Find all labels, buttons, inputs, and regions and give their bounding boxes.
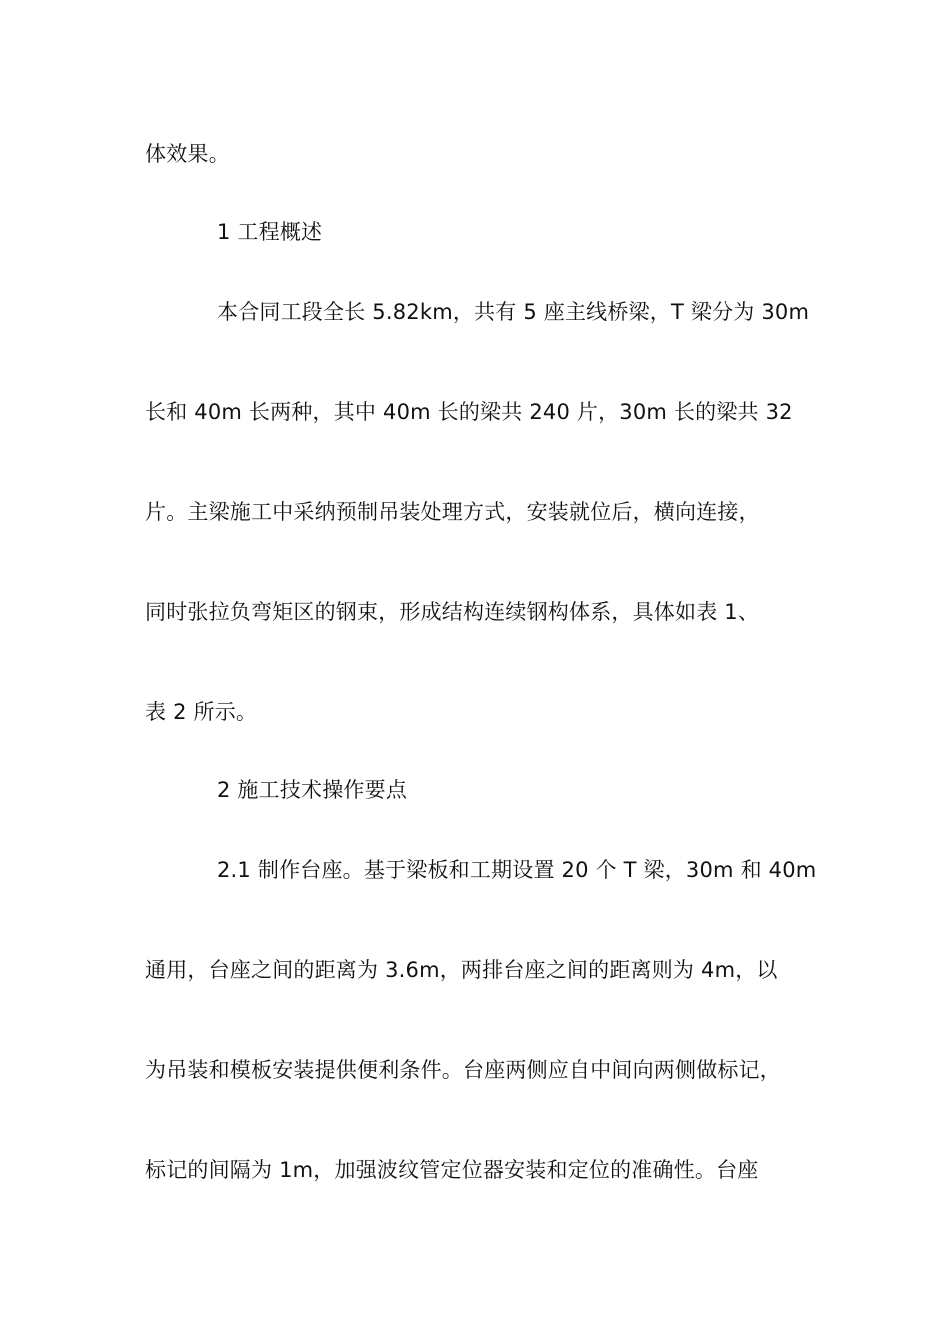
paragraph-line: 通用，台座之间的距离为 3.6m，两排台座之间的距离则为 4m，以 bbox=[145, 958, 778, 982]
paragraph-line: 本合同工段全长 5.82km，共有 5 座主线桥梁，T 梁分为 30m bbox=[217, 300, 810, 324]
paragraph-line: 2.1 制作台座。基于梁板和工期设置 20 个 T 梁，30m 和 40m bbox=[217, 858, 817, 882]
paragraph-line: 表 2 所示。 bbox=[145, 700, 258, 724]
paragraph-line: 同时张拉负弯矩区的钢束，形成结构连续钢构体系，具体如表 1、 bbox=[145, 600, 760, 624]
paragraph-line: 片。主梁施工中采纳预制吊装处理方式，安装就位后，横向连接， bbox=[145, 500, 760, 524]
paragraph-line: 体效果。 bbox=[145, 142, 230, 166]
section-heading: 1 工程概述 bbox=[217, 220, 323, 244]
paragraph-line: 为吊装和模板安装提供便利条件。台座两侧应自中间向两侧做标记， bbox=[145, 1058, 781, 1082]
section-heading: 2 施工技术操作要点 bbox=[217, 778, 408, 802]
paragraph-line: 标记的间隔为 1m，加强波纹管定位器安装和定位的准确性。台座 bbox=[145, 1158, 759, 1182]
paragraph-line: 长和 40m 长两种，其中 40m 长的梁共 240 片，30m 长的梁共 32 bbox=[145, 400, 793, 424]
